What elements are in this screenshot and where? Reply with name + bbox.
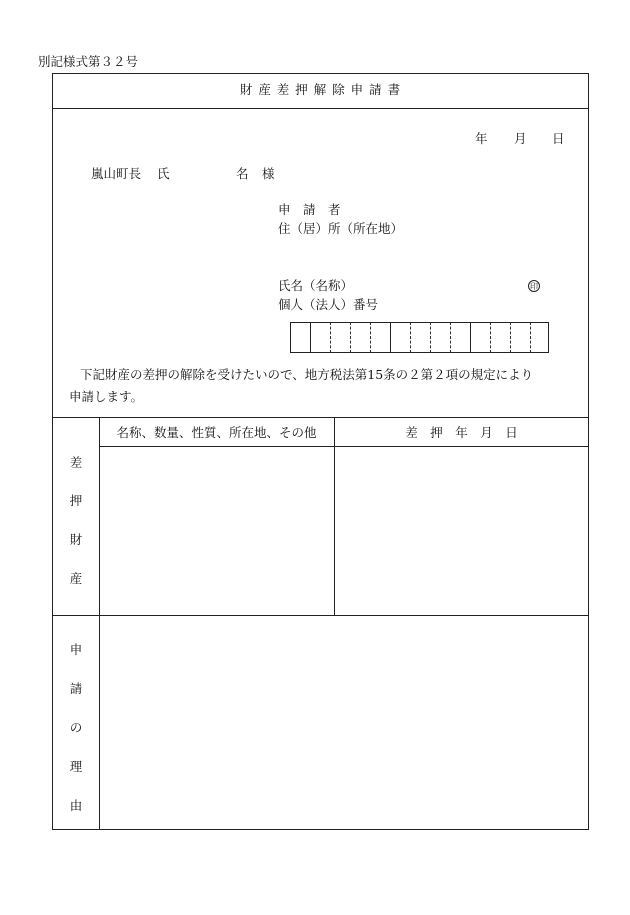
number-box-divider [350,322,351,353]
number-box-divider [470,322,471,353]
title-divider [52,108,589,109]
applicant-label: 申 請 者 [278,202,341,217]
addressee-name-label: 名 [236,166,249,181]
seal-mark: 印 [530,282,538,291]
number-box-divider [430,322,431,353]
property-side-char: 押 [69,493,83,508]
applicant-name-label: 氏名（名称） [278,278,354,293]
number-box-divider [450,322,451,353]
property-section-top [52,417,589,418]
property-side-char: 産 [69,571,83,586]
property-col2-header: 差 押 年 月 日 [405,425,518,440]
form-number: 別記様式第３２号 [38,54,139,69]
number-box-divider [490,322,491,353]
property-side-char: 差 [69,455,83,470]
date-month-label: 月 [514,131,527,146]
reason-side-char: 申 [69,642,83,657]
number-box-divider [510,322,511,353]
applicant-address-label: 住（居）所（所在地） [278,221,404,236]
request-text-line-1: 下記財産の差押の解除を受けたいので、地方税法第15条の２第２項の規定により [80,367,534,382]
date-year-label: 年 [475,131,488,146]
reason-side-char: の [69,720,83,735]
number-box-divider [310,322,311,353]
number-box-divider [390,322,391,353]
reason-input[interactable] [100,616,588,829]
addressee-honorific-2: 様 [262,166,275,181]
form-title: 財 産 差 押 解 除 申 請 書 [239,82,402,97]
applicant-number-label: 個人（法人）番号 [278,297,379,312]
reason-side-char: 請 [69,681,83,696]
request-text-line-2: 申請します。 [69,389,144,404]
reason-side-char: 理 [69,759,83,774]
addressee-office: 嵐山町長 [91,166,142,181]
addressee-honorific-1: 氏 [157,166,170,181]
number-box-divider [530,322,531,353]
number-box-divider [370,322,371,353]
property-side-char: 財 [69,532,83,547]
property-details-input[interactable] [100,447,333,614]
number-box-divider [410,322,411,353]
seizure-date-input[interactable] [335,447,588,614]
property-col1-header: 名称、数量、性質、所在地、その他 [116,425,317,440]
number-box-divider [330,322,331,353]
date-day-label: 日 [552,131,565,146]
reason-side-char: 由 [69,798,83,813]
